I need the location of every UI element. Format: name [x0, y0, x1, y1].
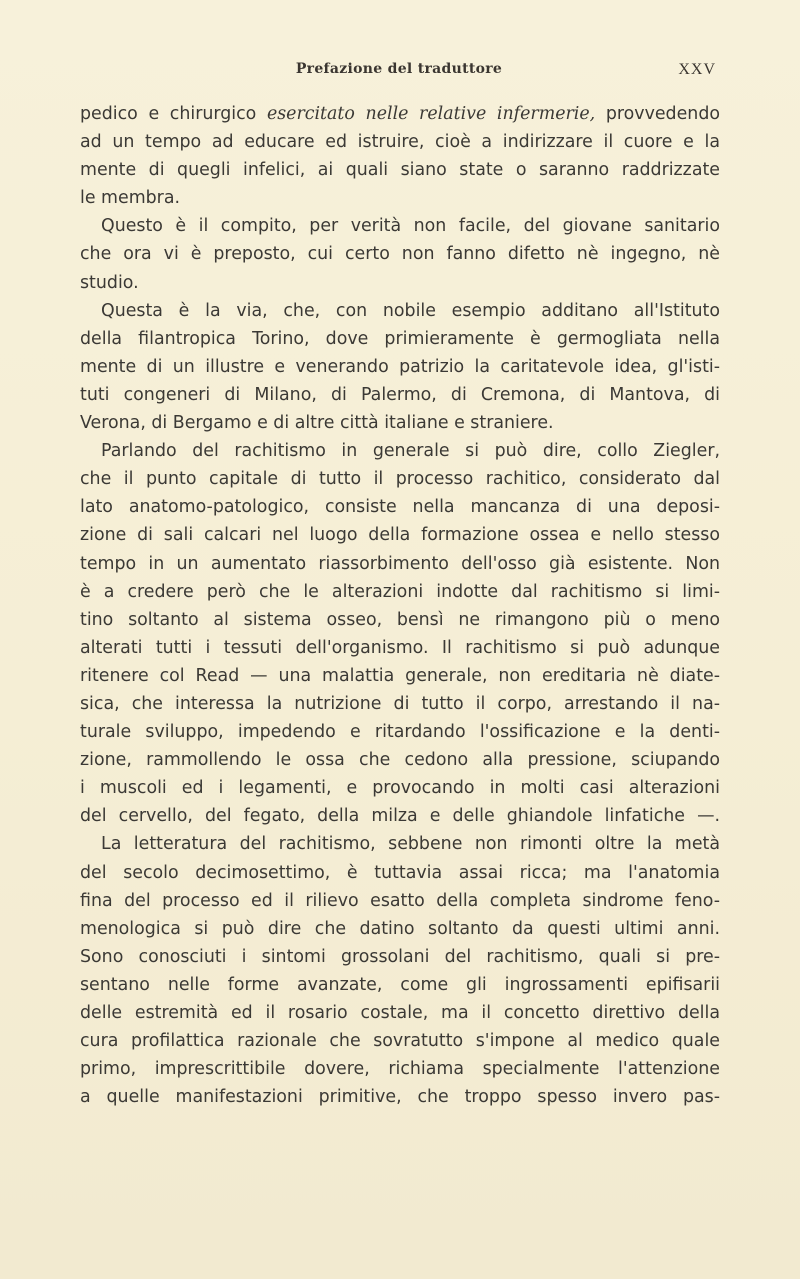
text-line: tempo in un aumentato riassorbimento dell'osso già esistente. Non [80, 553, 720, 574]
body-text [80, 100, 720, 1111]
text-line: menologica si può dire che datino soltanto da questi ultimi anni. [80, 918, 720, 939]
text-line: pedico e chirurgico esercitato nelle relative infermerie, provvedendo [80, 104, 720, 124]
text-line: che ora vi è preposto, cui certo non fanno difetto nè ingegno, nè [80, 244, 720, 265]
text-line: turale sviluppo, impedendo e ritardando l'ossificazione e la denti- [80, 722, 720, 743]
page-number: XXV [678, 61, 716, 78]
text-line: che il punto capitale di tutto il processo rachitico, considerato dal [80, 469, 720, 490]
text-line: della filantropica Torino, dove primieramente è germogliata nella [80, 328, 720, 349]
text-line: sentano nelle forme avanzate, come gli ingrossamenti epifisarii [80, 974, 720, 995]
text-line: zione di sali calcari nel luogo della formazione ossea e nello stesso [80, 525, 720, 546]
running-head [84, 61, 714, 85]
text-line: tino soltanto al sistema osseo, bensì ne rimangono più o meno [80, 609, 720, 630]
text-line: mente di un illustre e venerando patrizio la caritatevole idea, gl'isti- [80, 356, 720, 377]
italic-phrase: esercitato nelle relative infermerie, [266, 104, 596, 124]
text-line: del cervello, del fegato, della milza e delle ghiandole linfatiche —. [80, 806, 720, 827]
text-line: mente di quegli infelici, ai quali siano state o saranno raddrizzate [80, 160, 720, 181]
text-line: primo, imprescrittibile dovere, richiama specialmente l'attenzione [80, 1059, 720, 1080]
text-line: alterati tutti i tessuti dell'organismo. Il rachitismo si può adunque [80, 637, 720, 658]
text-line: ad un tempo ad educare ed istruire, cioè a indirizzare il cuore e la [80, 132, 720, 153]
text-line: Sono conosciuti i sintomi grossolani del rachitismo, quali si pre- [80, 946, 720, 967]
text-line: La letteratura del rachitismo, sebbene non rimonti oltre la metà [101, 834, 720, 855]
text-line: cura profilattica razionale che sovratutto s'impone al medico quale [80, 1031, 720, 1052]
text-line: lato anatomo-patologico, consiste nella mancanza di una deposi- [80, 497, 720, 518]
text-line: Questo è il compito, per verità non facile, del giovane sanitario [101, 216, 720, 237]
text-line: del secolo decimosettimo, è tuttavia assai ricca; ma l'anatomia [80, 862, 720, 883]
text-line: Questa è la via, che, con nobile esempio additano all'Istituto [101, 300, 720, 321]
text-line: sica, che interessa la nutrizione di tutto il corpo, arrestando il na- [80, 693, 720, 714]
text-line: studio. [80, 272, 139, 293]
text-line: fina del processo ed il rilievo esatto della completa sindrome feno- [80, 890, 720, 911]
text-line: Parlando del rachitismo in generale si può dire, collo Ziegler, [101, 441, 720, 462]
text-line: ritenere col Read — una malattia generale, non ereditaria nè diate- [80, 665, 720, 686]
text-line: i muscoli ed i legamenti, e provocando in molti casi alterazioni [80, 778, 720, 799]
text-line: tuti congeneri di Milano, di Palermo, di Cremona, di Mantova, di [80, 384, 720, 405]
text-line: a quelle manifestazioni primitive, che troppo spesso invero pas- [80, 1087, 720, 1108]
text-line: Verona, di Bergamo e di altre città italiane e straniere. [80, 413, 554, 434]
text-line: le membra. [80, 188, 181, 209]
text-line: è a credere però che le alterazioni indotte dal rachitismo si limi- [80, 581, 720, 602]
text-line: zione, rammollendo le ossa che cedono alla pressione, sciupando [80, 750, 720, 771]
running-head-title: Prefazione del traduttore [295, 61, 503, 77]
text-line: delle estremità ed il rosario costale, ma il concetto direttivo della [80, 1003, 720, 1023]
